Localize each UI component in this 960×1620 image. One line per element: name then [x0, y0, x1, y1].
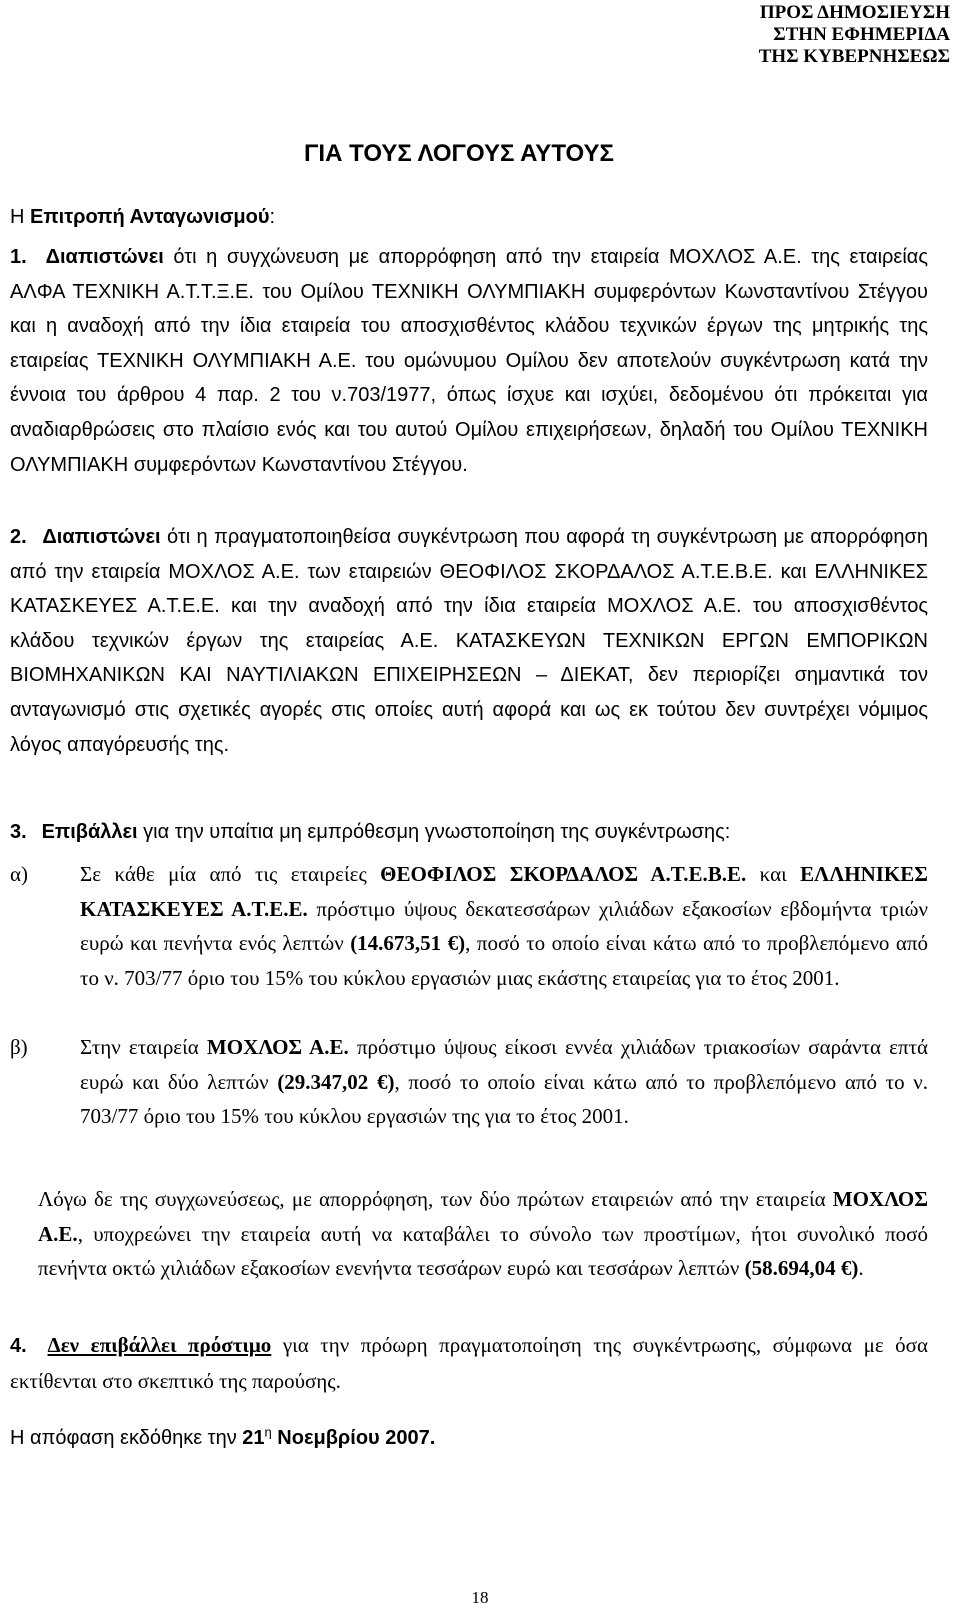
item-3-text: για την υπαίτια μη εμπρόθεσμη γνωστοποίηση της συγκέντρωσης: [137, 821, 731, 843]
item-4 [10, 1328, 928, 1398]
item-3-number: 3. [10, 821, 27, 843]
item-4-keyword: Δεν επιβάλλει πρόστιμο [47, 1333, 272, 1357]
fine-summary-company: ΜΟΧΛΟΣ Α.Ε. [38, 1187, 928, 1246]
item-3b-text-1: Στην εταιρεία [80, 1035, 207, 1059]
stamp-line-3: ΤΗΣ ΚΥΒΕΡΝΗΣΕΩΣ [758, 46, 950, 67]
decision-date [10, 1424, 435, 1452]
committee-prefix: Η [10, 206, 30, 228]
item-3b-company: ΜΟΧΛΟΣ Α.Ε. [206, 1035, 349, 1059]
stamp-line-2: ΣΤΗΝ ΕΦΗΜΕΡΙΔΑ [773, 24, 950, 45]
committee-suffix: : [269, 206, 276, 228]
committee-name: Επιτροπή Ανταγωνισμού [30, 206, 270, 228]
item-1-text: ότι η συγχώνευση με απορρόφηση από την εταιρεία ΜΟΧΛΟΣ Α.Ε. της εταιρείας ΑΛΦΑ ΤΕΧΝΙΚΗ Α.Τ.Τ.Ξ.Ε. του Ομίλου ΤΕΧΝΙΚΗ ΟΛΥΜΠΙΑΚΗ συμφερόντων Κωνσταντίνου Στέγγου και η αναδοχή από την ίδια εταιρεία του αποσχισθέντος κλάδου τεχνικών έργων της μητρικής της εταιρείας ΤΕΧΝΙΚΗ ΟΛΥΜΠΙΑΚΗ Α.Ε. του ομώνυμου Ομίλου δεν αποτελούν συγκέντρωση κατά την έννοια του άρθρου 4 παρ. 2 του ν.703/1977, όπως ίσχυε και ισχύει, δεδομένου ότι πρόκειται για αναδιαρθρώσεις στο πλαίσιο ενός και του αυτού Ομίλου επιχειρήσεων, δηλαδή του Ομίλου ΤΕΧΝΙΚΗ ΟΛΥΜΠΙΑΚΗ συμφερόντων Κωνσταντίνου Στέγγου. [10, 246, 928, 476]
decision-month-year: Νοεμβρίου 2007. [271, 1427, 436, 1449]
fine-summary [38, 1182, 928, 1286]
item-3a-text-4: , ποσό το οποίο είναι κάτω από το προβλεπόμενο από το ν. 703/77 όριο του 15% του κύκλου εργασιών μιας εκάστης εταιρείας για το έτος 2001. [80, 931, 928, 990]
item-1 [10, 240, 928, 482]
page-number: 18 [471, 1588, 489, 1607]
item-1-number: 1. [10, 246, 27, 268]
decision-day: 21 [242, 1427, 265, 1449]
item-3a-company-1: ΘΕΟΦΙΛΟΣ ΣΚΟΡΔΑΛΟΣ Α.Τ.Ε.Β.Ε. [380, 862, 747, 886]
section-heading: ΓΙΑ ΤΟΥΣ ΛΟΓΟΥΣ ΑΥΤΟΥΣ [304, 140, 614, 167]
item-3b-text-3: , ποσό το οποίο είναι κάτω από το προβλεπόμενο από το ν. 703/77 όριο του 15% του κύκλου εργασιών της για το έτος 2001. [80, 1069, 928, 1129]
item-3b-text-2: πρόστιμο ύψους είκοσι εννέα χιλιάδων τριακοσίων σαράντα επτά ευρώ και δύο λεπτών [80, 1035, 929, 1094]
fine-summary-total: (58.694,04 €) [744, 1256, 859, 1281]
item-4-text: για την πρόωρη πραγματοποίηση της συγκέντρωσης, σύμφωνα με όσα εκτίθενται στο σκεπτικό της παρούσης. [10, 1333, 929, 1393]
item-3b-label: β) [10, 1035, 28, 1059]
item-1-keyword: Διαπιστώνει [45, 246, 164, 268]
decision-prefix: Η απόφαση εκδόθηκε την [10, 1427, 243, 1449]
item-3b [80, 1030, 928, 1134]
item-3b-amount: (29.347,02 €) [277, 1069, 395, 1094]
item-3a-amount: (14.673,51 €) [350, 931, 466, 956]
item-3a-label: α) [10, 862, 28, 886]
item-2-text: ότι η πραγματοποιηθείσα συγκέντρωση που αφορά τη συγκέντρωση με απορρόφηση από την εταιρεία ΜΟΧΛΟΣ Α.Ε. των εταιρειών ΘΕΟΦΙΛΟΣ ΣΚΟΡΔΑΛΟΣ Α.Τ.Ε.Β.Ε. και ΕΛΛΗΝΙΚΕΣ ΚΑΤΑΣΚΕΥΕΣ Α.Τ.Ε.Ε. και την αναδοχή από την ίδια εταιρεία ΜΟΧΛΟΣ Α.Ε. του αποσχισθέντος κλάδου τεχνικών έργων της εταιρείας Α.Ε. ΚΑΤΑΣΚΕΥΩΝ ΤΕΧΝΙΚΩΝ ΕΡΓΩΝ ΕΜΠΟΡΙΚΩΝ ΒΙΟΜΗΧΑΝΙΚΩΝ ΚΑΙ ΝΑΥΤΙΛΙΑΚΩΝ ΕΠΙΧΕΙΡΗΣΕΩΝ – ΔΙΕΚΑΤ, δεν περιορίζει σημαντικά τον ανταγωνισμό στις σχετικές αγορές στις οποίες αυτή αφορά και ως εκ τούτου δεν συντρέχει νόμιμος λόγος απαγόρευσής της. [10, 526, 928, 756]
publication-stamp [759, 2, 950, 68]
item-3 [10, 815, 928, 850]
item-3-keyword: Επιβάλλει [41, 821, 138, 843]
decision-day-suffix: η [264, 1424, 272, 1440]
fine-summary-text-1: Λόγω δε της συγχωνεύσεως, με απορρόφηση, των δύο πρώτων εταιρειών από την εταιρεία [38, 1187, 833, 1211]
item-3a-text-3: πρόστιμο ύψους δεκατεσσάρων χιλιάδων εξακοσίων εβδομήντα τριών ευρώ και πενήντα ενός λεπτών [80, 896, 928, 956]
stamp-line-1: ΠΡΟΣ ΔΗΜΟΣΙΕΥΣΗ [759, 2, 950, 23]
item-3a-text-2: και [746, 862, 801, 886]
item-2-number: 2. [10, 526, 27, 548]
item-3a [80, 857, 928, 995]
item-3a-text-1: Σε κάθε μία από τις εταιρείες [80, 862, 381, 886]
item-2 [10, 520, 928, 762]
item-2-keyword: Διαπιστώνει [42, 526, 161, 548]
item-4-number: 4. [10, 1335, 27, 1357]
item-3a-company-2: ΕΛΛΗΝΙΚΕΣ ΚΑΤΑΣΚΕΥΕΣ Α.Τ.Ε.Ε. [80, 862, 928, 921]
fine-summary-text-3: . [858, 1256, 864, 1281]
fine-summary-text-2: , υποχρεώνει την εταιρεία αυτή να καταβάλει το σύνολο των προστίμων, ήτοι συνολικό ποσό πενήντα οκτώ χιλιάδων εξακοσίων ενενήντα τεσσάρων ευρώ και τεσσάρων λεπτών [38, 1221, 928, 1281]
committee-intro [10, 203, 275, 231]
